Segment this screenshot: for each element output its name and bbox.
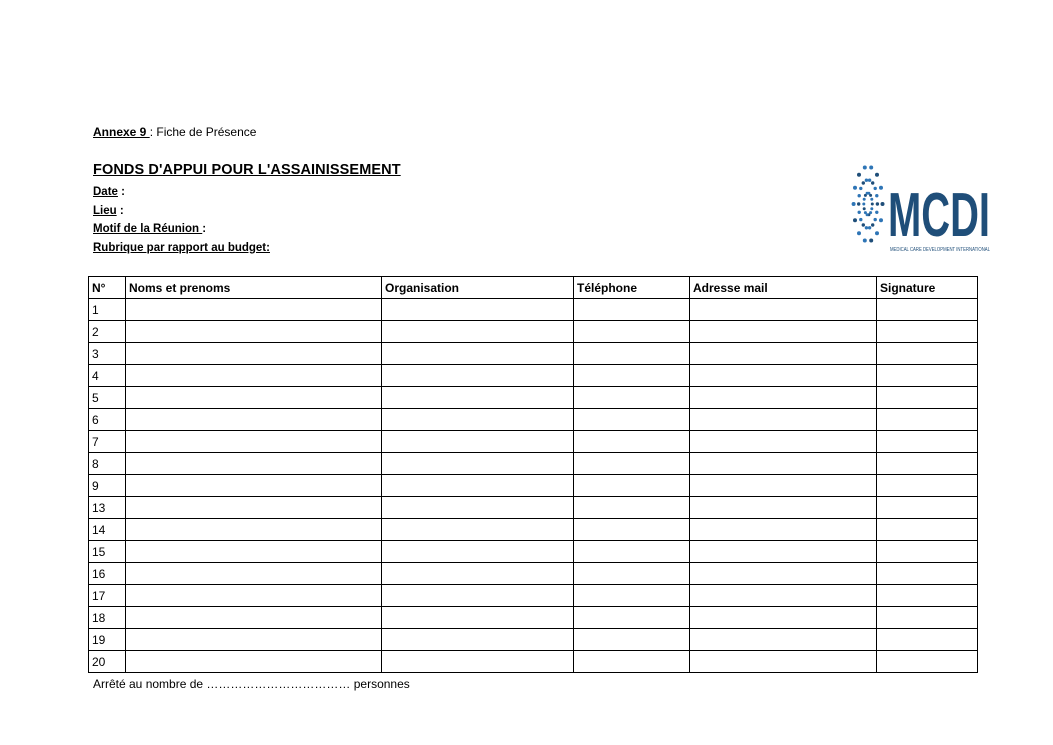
annex-label: Annexe 9 <box>93 125 150 139</box>
table-cell <box>574 431 690 453</box>
table-cell <box>877 365 978 387</box>
table-cell <box>690 299 877 321</box>
table-cell <box>126 541 382 563</box>
table-row <box>89 607 978 629</box>
row-number: 9 <box>89 475 126 497</box>
row-number: 2 <box>89 321 126 343</box>
table-row <box>89 651 978 673</box>
table-cell <box>877 541 978 563</box>
table-cell <box>574 519 690 541</box>
row-number: 20 <box>89 651 126 673</box>
table-cell <box>574 365 690 387</box>
row-number: 18 <box>89 607 126 629</box>
table-cell <box>574 299 690 321</box>
table-cell <box>126 519 382 541</box>
table-row <box>89 629 978 651</box>
table-cell <box>574 541 690 563</box>
meta-date-label: Date <box>93 186 118 198</box>
table-row <box>89 387 978 409</box>
table-cell <box>877 387 978 409</box>
meta-lieu-suffix: : <box>116 205 124 217</box>
column-header: Noms et prenoms <box>126 277 382 299</box>
logo-text: MCDI <box>888 181 990 250</box>
column-header: N° <box>89 277 126 299</box>
table-cell <box>877 497 978 519</box>
row-number: 1 <box>89 299 126 321</box>
row-number: 13 <box>89 497 126 519</box>
meta-date-suffix: : <box>117 186 125 198</box>
table-header-row <box>89 277 978 299</box>
table-body <box>89 299 978 673</box>
table-cell <box>877 607 978 629</box>
table-row <box>89 497 978 519</box>
table-row <box>89 563 978 585</box>
table-cell <box>574 343 690 365</box>
meta-date <box>93 186 125 198</box>
table-cell <box>126 365 382 387</box>
meta-lieu-label: Lieu <box>93 205 117 217</box>
table-cell <box>126 299 382 321</box>
meta-motif-label: Motif de la Réunion <box>93 223 203 235</box>
table-cell <box>574 387 690 409</box>
table-cell <box>690 629 877 651</box>
column-header: Organisation <box>382 277 574 299</box>
table-cell <box>877 585 978 607</box>
table-cell <box>574 607 690 629</box>
row-number: 15 <box>89 541 126 563</box>
table-cell <box>382 519 574 541</box>
table-cell <box>690 409 877 431</box>
table-cell <box>574 585 690 607</box>
table-cell <box>877 431 978 453</box>
table-cell <box>690 387 877 409</box>
table-cell <box>877 563 978 585</box>
meta-lieu <box>93 205 124 217</box>
row-number: 17 <box>89 585 126 607</box>
table-cell <box>877 321 978 343</box>
table-cell <box>690 453 877 475</box>
table-cell <box>690 585 877 607</box>
column-header: Adresse mail <box>690 277 877 299</box>
row-number: 5 <box>89 387 126 409</box>
table-cell <box>382 629 574 651</box>
table-cell <box>126 321 382 343</box>
row-number: 7 <box>89 431 126 453</box>
row-number: 6 <box>89 409 126 431</box>
table-cell <box>126 475 382 497</box>
row-number: 4 <box>89 365 126 387</box>
table-cell <box>690 497 877 519</box>
table-row <box>89 453 978 475</box>
logo-dots-icon <box>852 166 885 243</box>
table-row <box>89 299 978 321</box>
table-cell <box>382 431 574 453</box>
table-row <box>89 431 978 453</box>
annex-text: : Fiche de Présence <box>149 125 257 139</box>
logo-tagline: MEDICAL CARE DEVELOPMENT INTERNATIONAL <box>890 247 991 253</box>
table-cell <box>574 409 690 431</box>
table-cell <box>382 321 574 343</box>
row-number: 3 <box>89 343 126 365</box>
table-cell <box>126 651 382 673</box>
table-cell <box>126 607 382 629</box>
table-cell <box>574 629 690 651</box>
table-cell <box>877 475 978 497</box>
table-cell <box>690 519 877 541</box>
table-cell <box>126 343 382 365</box>
row-number: 14 <box>89 519 126 541</box>
table-cell <box>690 321 877 343</box>
table-cell <box>877 299 978 321</box>
table-cell <box>382 475 574 497</box>
meta-rubrique <box>93 242 270 254</box>
table-cell <box>126 453 382 475</box>
mcdi-logo <box>850 160 992 256</box>
table-cell <box>382 651 574 673</box>
table-cell <box>690 563 877 585</box>
mcdi-logo-graphic <box>850 160 992 256</box>
row-number: 19 <box>89 629 126 651</box>
row-number: 16 <box>89 563 126 585</box>
table-cell <box>877 409 978 431</box>
table-row <box>89 321 978 343</box>
table-cell <box>574 321 690 343</box>
table-cell <box>574 651 690 673</box>
table-cell <box>574 563 690 585</box>
table-row <box>89 519 978 541</box>
table-cell <box>574 497 690 519</box>
attendance-table <box>88 276 978 673</box>
table-cell <box>690 343 877 365</box>
table-cell <box>382 607 574 629</box>
table-cell <box>382 409 574 431</box>
table-cell <box>382 299 574 321</box>
table-row <box>89 541 978 563</box>
table-cell <box>877 453 978 475</box>
table-cell <box>126 629 382 651</box>
table-cell <box>690 431 877 453</box>
row-number: 8 <box>89 453 126 475</box>
table-row <box>89 409 978 431</box>
document-title: FONDS D'APPUI POUR L'ASSAINISSEMENT <box>93 162 401 178</box>
table-cell <box>126 585 382 607</box>
table-cell <box>690 651 877 673</box>
table-row <box>89 475 978 497</box>
table-cell <box>877 651 978 673</box>
table-cell <box>382 453 574 475</box>
table-cell <box>877 629 978 651</box>
table-cell <box>690 541 877 563</box>
table-row <box>89 343 978 365</box>
table-cell <box>574 475 690 497</box>
table-row <box>89 365 978 387</box>
column-header: Signature <box>877 277 978 299</box>
table-cell <box>382 585 574 607</box>
table-cell <box>382 387 574 409</box>
table-cell <box>382 563 574 585</box>
footer-count-line: Arrêté au nombre de ……………………………… personnes <box>93 677 410 691</box>
table-cell <box>690 475 877 497</box>
table-cell <box>877 343 978 365</box>
table-cell <box>382 343 574 365</box>
table-cell <box>126 497 382 519</box>
annex-line <box>93 125 256 139</box>
table-cell <box>382 497 574 519</box>
table-cell <box>126 431 382 453</box>
meta-motif-suffix: : <box>202 223 207 235</box>
table-row <box>89 585 978 607</box>
table-cell <box>126 387 382 409</box>
column-header: Téléphone <box>574 277 690 299</box>
table-cell <box>574 453 690 475</box>
table-cell <box>382 541 574 563</box>
meta-rubrique-label: Rubrique par rapport au budget: <box>93 242 270 254</box>
table-cell <box>126 409 382 431</box>
table-cell <box>690 365 877 387</box>
table-cell <box>877 519 978 541</box>
table-cell <box>126 563 382 585</box>
meta-motif <box>93 223 206 235</box>
table-cell <box>690 607 877 629</box>
table-cell <box>382 365 574 387</box>
